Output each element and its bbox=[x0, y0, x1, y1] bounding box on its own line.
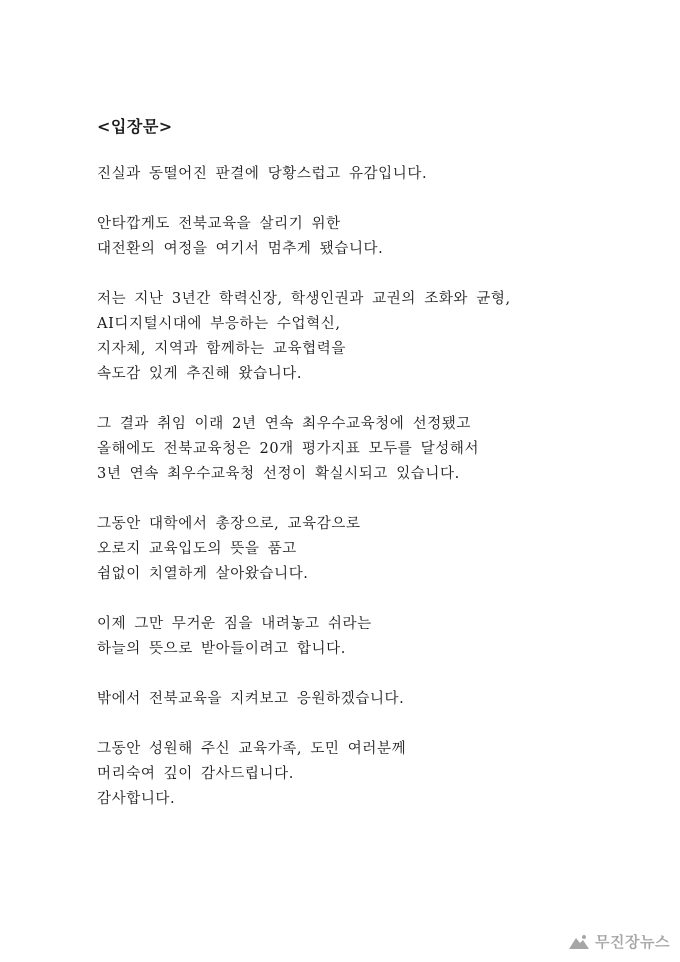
paragraph bbox=[97, 512, 637, 587]
text-line: 3년 연속 최우수교육청 선정이 확실시되고 있습니다. bbox=[97, 466, 460, 482]
text-line: 오로지 교육입도의 뜻을 품고 bbox=[97, 541, 297, 557]
mountain-logo-icon bbox=[568, 934, 590, 950]
text-line: AI디지털시대에 부응하는 수업혁신, bbox=[97, 316, 341, 332]
text-line: 그동안 성원해 주신 교육가족, 도민 여러분께 bbox=[97, 741, 407, 757]
text-line: 이제 그만 무거운 짐을 내려놓고 쉬라는 bbox=[97, 616, 372, 632]
text-line: 그 결과 취임 이래 2년 연속 최우수교육청에 선정됐고 bbox=[97, 416, 472, 432]
paragraph bbox=[97, 212, 637, 262]
watermark bbox=[568, 931, 670, 952]
text-line: 저는 지난 3년간 학력신장, 학생인권과 교권의 조화와 균형, bbox=[97, 291, 511, 307]
paragraph bbox=[97, 287, 637, 387]
paragraph bbox=[97, 162, 637, 187]
text-line: 밖에서 전북교육을 지켜보고 응원하겠습니다. bbox=[97, 691, 405, 707]
text-line: 진실과 동떨어진 판결에 당황스럽고 유감입니다. bbox=[97, 166, 428, 182]
text-line: 올해에도 전북교육청은 20개 평가지표 모두를 달성해서 bbox=[97, 441, 480, 457]
document-body bbox=[97, 162, 637, 837]
text-line: 쉼없이 치열하게 살아왔습니다. bbox=[97, 566, 309, 582]
watermark-text: 무진장뉴스 bbox=[595, 933, 670, 951]
document-title: <입장문> bbox=[97, 117, 173, 136]
text-line: 하늘의 뜻으로 받아들이려고 합니다. bbox=[97, 641, 346, 657]
text-line: 대전환의 여정을 여기서 멈추게 됐습니다. bbox=[97, 241, 384, 257]
paragraph bbox=[97, 737, 637, 812]
text-line: 속도감 있게 추진해 왔습니다. bbox=[97, 366, 303, 382]
text-line: 그동안 대학에서 총장으로, 교육감으로 bbox=[97, 516, 361, 532]
paragraph bbox=[97, 612, 637, 662]
paragraph bbox=[97, 412, 637, 487]
text-line: 지자체, 지역과 함께하는 교육협력을 bbox=[97, 341, 346, 357]
text-line: 감사합니다. bbox=[97, 791, 176, 807]
paragraph bbox=[97, 687, 637, 712]
text-line: 안타깝게도 전북교육을 살리기 위한 bbox=[97, 216, 341, 232]
text-line: 머리숙여 깊이 감사드립니다. bbox=[97, 766, 294, 782]
